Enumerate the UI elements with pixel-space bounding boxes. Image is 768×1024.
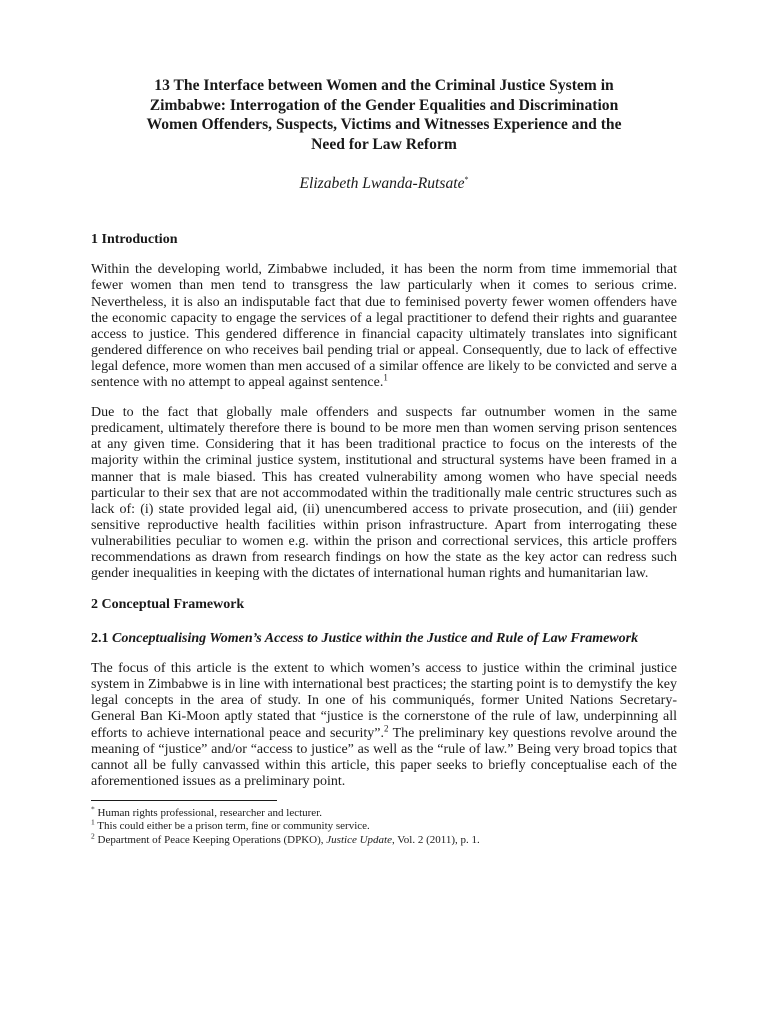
footnote-item [91,817,677,833]
footnote-item [91,831,677,847]
footnote-separator [91,800,277,801]
title-line: Need for Law Reform [311,135,457,153]
intro-paragraph-2: Due to the fact that globally male offenders and suspects far outnumber women in the same predicament, ultimately therefore there is bound to be more men than women serving prison sentences at any given time. Considering that it has been traditional practice to focus on the interests of the majority within the criminal justice system, institutional and structural systems have been framed in a manner that is male biased. This has created vulnerability among women who have special needs particular to their sex that are not accommodated within the traditionally male centric structures such as lack of: (i) state provided legal aid, (ii) unencumbered access to private prosecution, and (iii) gender sensitive reproductive health facilities within prison infrastructure. Apart from interrogating these vulnerabilities peculiar to women e.g. within the prison and correctional services, this article proffers recommendations as drawn from research findings on how the state as the key actor can redress such gender inequalities in keeping with the dictates of international human rights and humanitarian law. [91,405,677,582]
author-name: Elizabeth Lwanda-Rutsate [299,175,465,193]
subsection-number: 2.1 [91,631,109,647]
author-line [91,174,677,194]
footnote-mark: * [91,804,95,814]
title-line: 13 The Interface between Women and the Criminal Justice System in [154,77,614,94]
paper-page [91,76,677,847]
footnote-text: This could either be a prison term, fine or community service. [94,820,370,833]
section-heading-conceptual-framework: 2 Conceptual Framework [91,597,245,613]
author-footnote-mark: * [464,175,469,185]
paper-title [91,76,677,154]
subsection-heading [91,630,677,647]
footnote-text: Department of Peace Keeping Operations (DPKO), [94,833,327,846]
footnote-publication-title: Justice Update [326,833,392,846]
footnotes [91,804,677,847]
footnote-mark: 1 [91,817,95,827]
footnote-mark: 2 [91,831,95,841]
footnote-text: , Vol. 2 (2011), p. 1. [391,833,480,846]
intro-paragraph-1 [91,262,677,391]
paragraph-text: Within the developing world, Zimbabwe included, it has been the norm from time immemorial that fewer women than men tend to transgress the law particularly when it comes to serious crime. Nevertheless, it is also an indisputable fact that due to feminised poverty fewer women offenders have the economic capacity to engage the services of a legal practitioner to defend their rights and guarantee access to justice. This gendered difference in financial capacity ultimately translates into significant gendered difference on who receives bail pending trial or appeal. Consequently, due to lack of effective legal defence, more women than men accused of a similar offence are likely to be convicted and serve a sentence with no attempt to appeal against sentence. [91,262,677,391]
section-heading-introduction: 1 Introduction [91,232,178,248]
concept-paragraph-1 [91,661,677,790]
footnote-ref-1: 1 [383,372,388,383]
footnote-text: Human rights professional, researcher and lecturer. [94,806,322,819]
footnote-item [91,804,677,820]
paragraph-text: The focus of this article is the extent to which women’s access to justice within the criminal justice system in Zimbabwe is in line with international best practices; the starting point is to demystify the key legal concepts in the area of study. In one of his communiqués, former United Nations Secretary-General Ban Ki-Moon aptly stated that “justice is the cornerstone of the rule of law, underpinning all efforts to achieve international peace and security”. [91,661,677,741]
subsection-title: Conceptualising Women’s Access to Justice within the Justice and Rule of Law Framework [112,631,639,647]
title-line: Women Offenders, Suspects, Victims and Witnesses Experience and the [146,116,622,134]
paragraph-text: The preliminary key questions revolve around the meaning of “justice” and/or “access to justice” as well as the “rule of law.” Being very broad topics that cannot all be fully canvassed within this article, this paper seeks to briefly conceptualise each of the aforementioned issues as a preliminary point. [91,725,678,789]
footnote-ref-2: 2 [384,722,389,733]
title-line: Zimbabwe: Interrogation of the Gender Equalities and Discrimination [149,96,619,114]
